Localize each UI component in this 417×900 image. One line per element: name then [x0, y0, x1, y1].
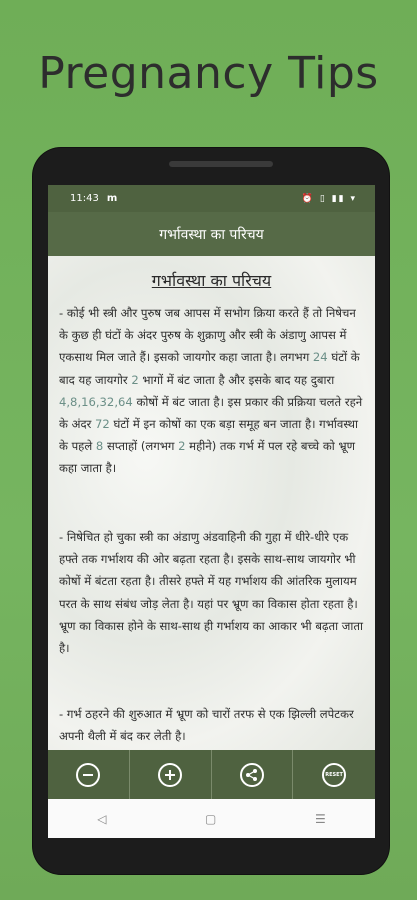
reset-icon: RESET: [322, 763, 346, 787]
plus-icon: [158, 763, 182, 787]
share-button[interactable]: [212, 750, 294, 799]
zoom-in-button[interactable]: [130, 750, 212, 799]
app-bar: [48, 212, 375, 256]
article-title: गर्भावस्था का परिचय: [151, 271, 272, 290]
notification-icon: m: [106, 193, 118, 204]
home-nav-icon[interactable]: ▢: [205, 811, 217, 826]
article-content[interactable]: [48, 256, 375, 750]
zoom-out-button[interactable]: [48, 750, 130, 799]
toolbar: [48, 750, 375, 799]
recents-nav-icon[interactable]: ☰: [314, 811, 326, 826]
phone-screen: [48, 185, 375, 838]
article-paragraph: - गर्भ ठहरने की शुरुआत में भ्रूण को चारों तरफ से एक झिल्ली लपेटकर अपनी थैली में बंद कर लेती है।: [59, 707, 354, 744]
status-time: 11:43: [70, 193, 99, 204]
phone-speaker: [169, 161, 273, 167]
article-paragraph: - निषेचित हो चुका स्त्री का अंडाणु अंडवाहिनी की गुहा में धीरे-धीरे एक हफ्ते तक गर्भाशय की ओर बढ़ता रहता है। इसके साथ-साथ जायगोर भी कोषों में बंटता रहता है। तीसरे हफ्ते में यह गर्भाशय की आंतरिक मुलायम परत के साथ संबंध जोड़ लेता है। यहां पर भ्रूण का विकास होता रहता है। भ्रूण का विकास होने के साथ-साथ ही गर्भाशय का आकार भी बढ़ता जाता है।: [59, 530, 364, 656]
app-bar-title: गर्भावस्था का परिचय: [159, 226, 264, 243]
article-paragraph: - कोई भी स्त्री और पुरुष जब आपस में सभोग क्रिया करते हैं तो निषेचन के कुछ ही घंटों के अंदर पुरुष के शुक्राणु और स्त्री के अंडाणु आपस में एकसाथ मिल जाते हैं। इसको जायगोर कहा जाता है। लगभग 24 घंटों के बाद यह जायगोर 2 भागों में बंट जाता है और इसके बाद यह दुबारा 4,8,16,32,64 कोषों में बंट जाता है। इस प्रकार की प्रक्रिया चलते रहने के अंदर 72 घंटों में इन कोषों का एक बड़ा समूह बन जाता है। गर्भावस्था के पहले 8 सप्ताहों (लगभग 2 महीने) तक गर्भ में पल रहे बच्चे को भ्रूण कहा जाता है।: [59, 306, 363, 476]
promo-title: Pregnancy Tips: [38, 48, 379, 99]
back-nav-icon[interactable]: ◁: [97, 811, 107, 826]
share-icon: [240, 763, 264, 787]
signal-battery-icon: ⏰ ▯ ▮▮ ▾: [301, 193, 357, 204]
reset-button[interactable]: [293, 750, 375, 799]
minus-icon: [76, 763, 100, 787]
status-bar: [48, 185, 375, 212]
phone-frame: [33, 148, 389, 874]
system-nav-bar: [48, 799, 375, 838]
